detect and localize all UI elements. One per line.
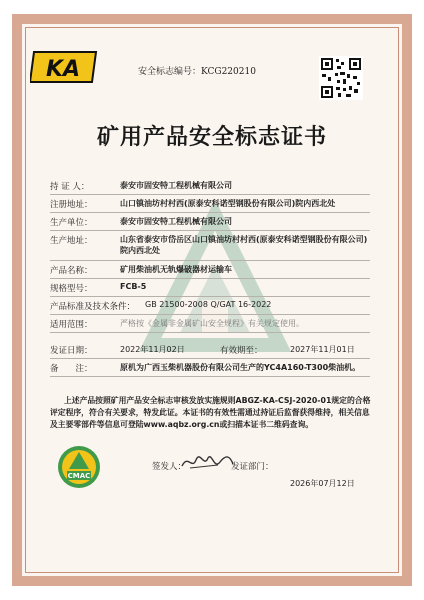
model-value: FCB-5 (120, 282, 147, 291)
production-address-label: 生产地址： (50, 236, 93, 246)
divider (50, 212, 370, 213)
certificate-statement: 上述产品按照矿用产品安全标志审核发放实施规则ABGZ-KA-CSJ-2020-01规定的合格评定程序，符合有关要求，特发此证。本证书的有效性需通过持证后监督获得维持，相关信息及主要零部件等信息可登陆www.aqbz.org.cn或扫描本证书二维码查询。 (50, 396, 371, 429)
divider (50, 314, 370, 315)
issue-date-value: 2022年11月02日 (120, 345, 185, 354)
certificate-title: 矿用产品安全标志证书 (96, 124, 327, 150)
expiry-date-label: 有效期至： (220, 346, 263, 356)
product-name-label: 产品名称： (50, 266, 93, 276)
cmac-seal-text: CMAC (67, 472, 91, 480)
producer-label: 生产单位： (50, 218, 93, 228)
production-address-value: 山东省泰安市岱岳区山口镇油坊村村西(原泰安科诺型钢股份有限公司)院内西北处 (120, 235, 368, 255)
serial-number (138, 64, 298, 77)
divider (50, 260, 370, 261)
issue-stamp-date: 2026年07月12日 (290, 479, 355, 488)
qr-code-icon[interactable] (319, 56, 363, 100)
note-label: 备 注： (50, 364, 93, 374)
signature-icon (178, 450, 236, 474)
note-value: 原机为广西玉柴机器股份有限公司生产的YC4A160-T300柴油机。 (120, 363, 361, 372)
product-name-value: 矿用柴油机无轨爆破器材运输车 (120, 265, 232, 274)
serial-value: KCG220210 (201, 67, 256, 77)
scope-value: 严格按《金属非金属矿山安全规程》有关规定使用。 (120, 319, 304, 328)
expiry-date-value: 2027年11月01日 (290, 345, 355, 354)
divider (50, 358, 370, 359)
ka-logo-text: KA (45, 57, 81, 82)
ka-logo-icon (30, 50, 98, 84)
signer-label: 签发人： (152, 462, 187, 472)
holder-label: 持 证 人： (50, 182, 90, 192)
holder-value: 泰安市固安特工程机械有限公司 (120, 181, 232, 190)
serial-label: 安全标志编号： (138, 67, 202, 77)
divider (50, 332, 370, 333)
divider (50, 194, 370, 195)
issuing-dept-label: 发证部门： (231, 462, 274, 472)
cmac-seal-icon (54, 443, 104, 491)
divider (50, 278, 370, 279)
model-label: 规格型号： (50, 284, 93, 294)
standard-label: 产品标准及技术条件： (50, 302, 136, 312)
reg-address-value: 山口镇油坊村村西(原泰安科诺型钢股份有限公司)院内西北处 (120, 199, 336, 208)
divider (50, 376, 370, 377)
reg-address-label: 注册地址： (50, 200, 93, 210)
issue-date-label: 发证日期： (50, 346, 93, 356)
producer-value: 泰安市固安特工程机械有限公司 (120, 217, 232, 226)
divider (50, 230, 370, 231)
scope-label: 适用范围： (50, 320, 93, 330)
standard-value: GB 21500-2008 Q/GAT 16-2022 (145, 300, 272, 309)
divider (50, 296, 370, 297)
